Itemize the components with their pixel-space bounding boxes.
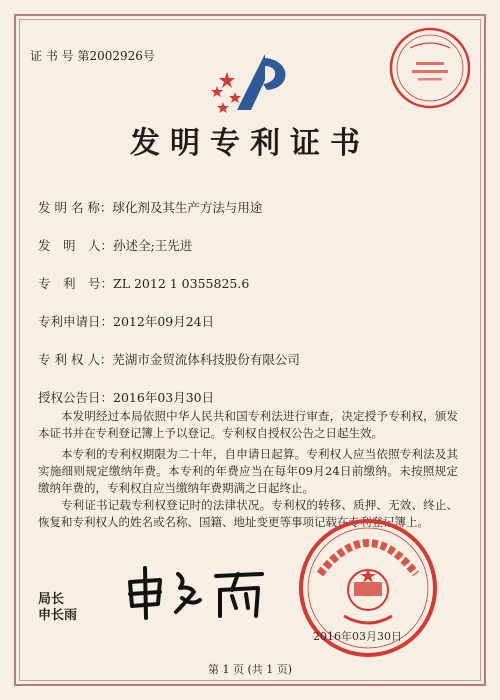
- field-label: 专 利 权 人：: [38, 352, 113, 367]
- director-signature-icon: [120, 560, 270, 622]
- field-value: 孙述全;王先进: [113, 238, 193, 253]
- director-title: 局长: [38, 592, 65, 607]
- field-grant-date: [38, 388, 214, 406]
- field-filing-date: [38, 312, 214, 330]
- certificate-number: 证 书 号 第2002926号: [30, 49, 155, 63]
- field-value: 球化剂及其生产方法与用途: [112, 200, 263, 215]
- field-label: 发 明 名 称：: [38, 200, 113, 215]
- certificate-title: 发明专利证书: [130, 126, 370, 161]
- field-value: 2012年09月24日: [113, 314, 215, 329]
- paragraph-grant-notice: 本发明经过本局依照中华人民共和国专利法进行审查，决定授予专利权，颁发本证书并在专利登记簿上予以登记。专利权自授权公告之日起生效。: [38, 409, 458, 440]
- field-value: ZL 2012 1 0355825.6: [113, 276, 250, 291]
- agency-seal-stamp-icon: [388, 26, 472, 110]
- seal-date: 2016年03月30日: [313, 630, 402, 643]
- patent-office-logo-icon: [205, 50, 297, 116]
- field-invention-name: [38, 198, 262, 216]
- page-number: 第 1 页 (共 1 页): [207, 663, 293, 676]
- field-label: 专利申请日：: [38, 314, 114, 329]
- field-patent-number: [38, 274, 249, 292]
- paragraph-fee-notice: 本专利的专利权期限为二十年，自申请日起算。专利权人应当依照专利法及其实施细则规定缴纳年费。本专利的年费应当在每年09月24日前缴纳。未按照规定缴纳年费的，专利权自应当缴纳年费期满之日起终止。: [38, 447, 458, 495]
- field-value: 芜湖市金贸流体科技股份有限公司: [112, 352, 300, 367]
- field-patentee: [38, 350, 300, 368]
- director-name: 申长雨: [38, 608, 78, 623]
- field-inventor: [38, 236, 192, 254]
- field-label: 授权公告日：: [38, 390, 114, 405]
- field-label: 专 利 号：: [38, 276, 114, 291]
- field-label: 发 明 人：: [38, 238, 114, 253]
- paragraph-legal-status: 专利证书记载专利权登记时的法律状况。专利权的转移、质押、无效、终止、恢复和专利权人的姓名或名称、国籍、地址变更等事项记载在专利登记簿上。: [38, 498, 458, 529]
- field-value: 2016年03月30日: [113, 390, 215, 405]
